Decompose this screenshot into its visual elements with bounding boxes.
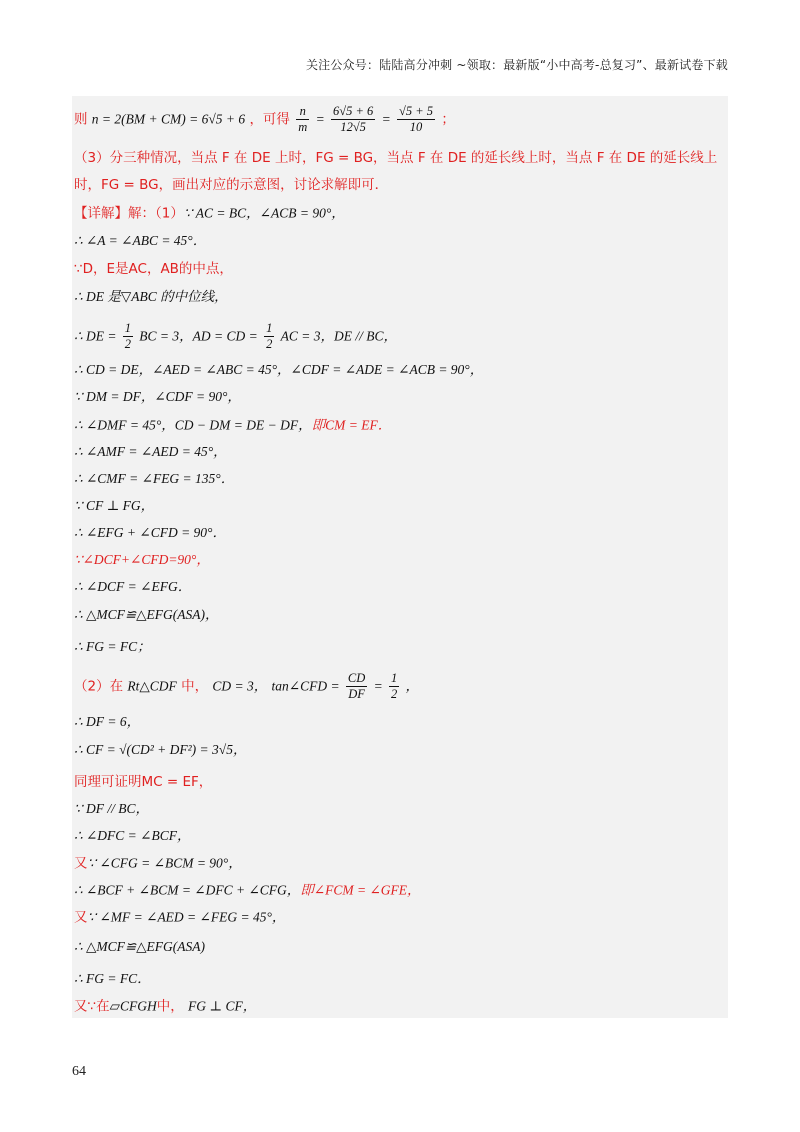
solution-line-12: ∴ ∠AMF = ∠AED = 45°， xyxy=(74,444,227,459)
solution-line-22: ∴ CF = √(CD² + DF²) = 3√5， xyxy=(74,742,247,757)
solution-line-17: ∴ ∠DCF = ∠EFG． xyxy=(74,579,192,594)
solution-line-21: ∴ DF = 6， xyxy=(74,714,141,729)
solution-line-18: ∴ △MCF≌△EFG(ASA)， xyxy=(74,607,219,622)
solution-line-27: ∴ ∠BCF + ∠BCM = ∠DFC + ∠CFG，即∠FCM = ∠GFE， xyxy=(74,882,421,898)
solution-line-11: ∴ ∠DMF = 45°，CD − DM = DE − DF，即CM = EF． xyxy=(74,417,392,433)
page-number: 64 xyxy=(72,1064,86,1079)
solution-line-16: ∵∠DCF+∠CFD=90°， xyxy=(74,552,210,567)
fraction-cd-df: $\frac{CD}{DF}$ xyxy=(347,671,366,701)
page-header: 关注公众号：陆陆高分冲刺 ~领取：最新版“小中高考-总复习”、最新试卷下载 xyxy=(305,58,728,72)
solution-line-26: 又∵ ∠CFG = ∠BCM = 90°， xyxy=(74,855,242,872)
solution-line-30: ∴ FG = FC． xyxy=(74,971,151,986)
solution-line-15: ∴ ∠EFG + ∠CFD = 90°． xyxy=(74,525,226,540)
solution-line-29: ∴ △MCF≌△EFG(ASA) xyxy=(74,939,206,954)
solution-line-31: 又∵在▱CFGH中， FG ⊥ CF， xyxy=(74,998,257,1015)
solution-line-28: 又∵ ∠MF = ∠AED = ∠FEG = 45°， xyxy=(74,909,286,926)
fraction-half-1: $\frac{1}{2}$ xyxy=(124,321,131,351)
solution-line-23: 同理可证明MC = EF， xyxy=(74,774,213,790)
line1-pre: 则 xyxy=(74,111,88,128)
line1-mid: ，可得 xyxy=(249,111,290,128)
solution-line-3: 时，FG = BG，画出对应的示意图，讨论求解即可． xyxy=(74,177,389,193)
solution-line-19: ∴ FG = FC； xyxy=(74,639,151,654)
fraction-half-3: $\frac{1}{2}$ xyxy=(391,671,398,701)
fraction-n-over-m: $\frac{n}{m}$ xyxy=(298,104,308,134)
solution-line-24: ∵ DF // BC， xyxy=(74,801,149,816)
solution-line-1: 则 n = 2(BM + CM) = 6√5 + 6 ，可得 $\frac{n}{m}$ = $\frac{6√5 + 6}{12√5}$ = $\frac{√5 + 5}{10}$ ； xyxy=(74,104,455,134)
solution-line-10: ∵ DM = DF，∠CDF = 90°， xyxy=(74,389,241,404)
fraction-2: $\frac{6√5 + 6}{12√5}$ xyxy=(332,104,374,134)
solution-line-5: ∴ ∠A = ∠ABC = 45°． xyxy=(74,233,207,248)
solution-line-20: （2）在 Rt△CDF 中， CD = 3， tan∠CFD = $\frac{CD}{DF}$ = $\frac{1}{2}$ ， xyxy=(74,671,420,701)
solution-line-2: （3）分三种情况，当点 F 在 DE 上时，FG = BG，当点 F 在 DE 的延长线上时，当点 F 在 DE 的延长线上 xyxy=(74,150,718,166)
fraction-half-2: $\frac{1}{2}$ xyxy=(266,321,273,351)
line1-expr: n = 2(BM + CM) = 6√5 + 6 xyxy=(91,111,246,127)
solution-line-9: ∴ CD = DE，∠AED = ∠ABC = 45°，∠CDF = ∠ADE = ∠ACB = 90°， xyxy=(74,362,484,377)
solution-line-8: ∴ DE = $\frac{1}{2}$ BC = 3，AD = CD = $\frac{1}{2}$ AC = 3，DE // BC， xyxy=(74,321,397,351)
solution-line-14: ∵ CF ⊥ FG， xyxy=(74,498,155,513)
solution-line-13: ∴ ∠CMF = ∠FEG = 135°． xyxy=(74,471,235,486)
solution-line-4: 【详解】解：（1）∵ AC = BC，∠ACB = 90°， xyxy=(74,205,345,222)
solution-line-25: ∴ ∠DFC = ∠BCF， xyxy=(74,828,191,843)
solution-line-6: ∵D，E是AC，AB的中点， xyxy=(74,261,233,277)
fraction-3: $\frac{√5 + 5}{10}$ xyxy=(399,104,434,134)
solution-line-7: ∴ DE 是▽ABC 的中位线， xyxy=(74,289,228,304)
